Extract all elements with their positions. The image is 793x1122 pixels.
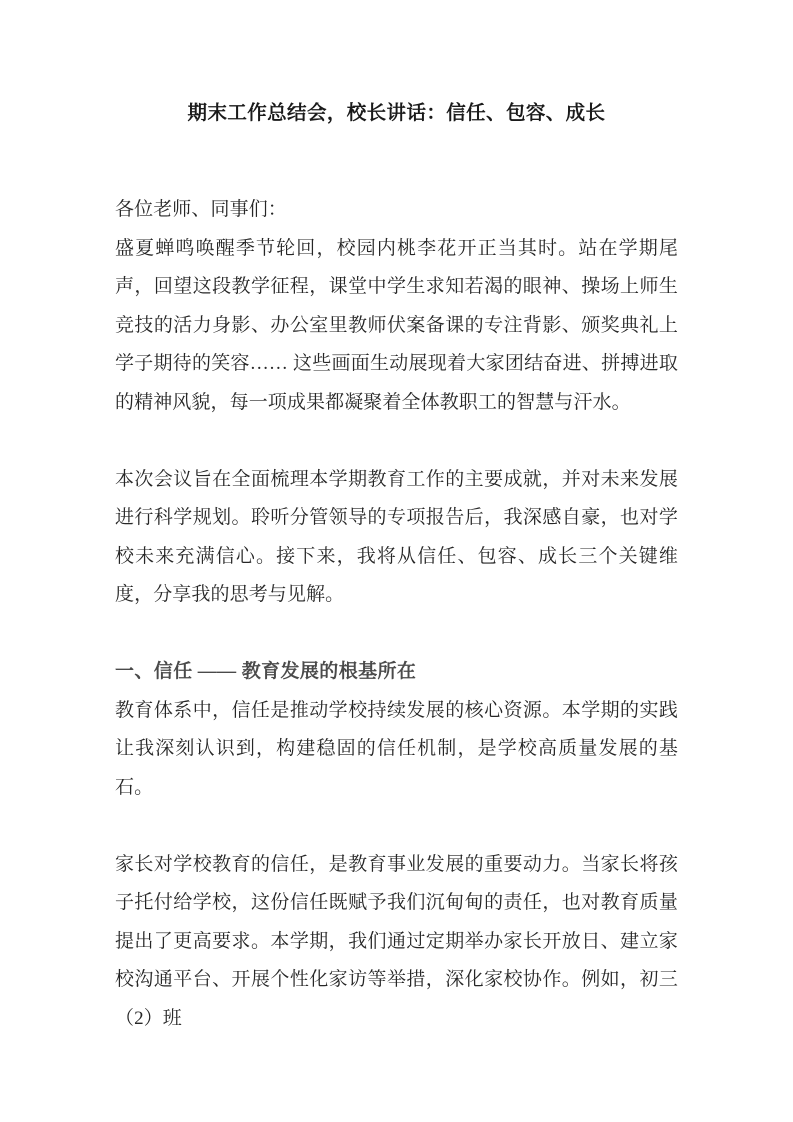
paragraph-opening: 盛夏蝉鸣唤醒季节轮回，校园内桃李花开正当其时。站在学期尾声，回望这段教学征程，课堂中学生求知若渴的眼神、操场上师生竞技的活力身影、办公室里教师伏案备课的专注背影、颁奖典礼上学子期待的笑容…… 这些画面生动展现着大家团结奋进、拼搏进取的精神风貌，每一项成果都凝聚着全体教职工的智慧与汗水。 (115, 237, 678, 413)
paragraph-gap (115, 422, 678, 461)
paragraph-trust-intro: 教育体系中，信任是推动学校持续发展的核心资源。本学期的实践让我深刻认识到，构建稳固的信任机制，是学校高质量发展的基石。 (115, 699, 678, 798)
section-heading-trust: 一、信任 —— 教育发展的根基所在 (115, 661, 417, 682)
paragraph-gap (115, 807, 678, 846)
salutation-line: 各位老师、同事们： (115, 199, 287, 220)
document-content (115, 0, 678, 1038)
title-body-spacer (115, 128, 678, 191)
page-title: 期末工作总结会，校长讲话：信任、包容、成长 (187, 102, 606, 124)
paragraph-purpose: 本次会议旨在全面梳理本学期教育工作的主要成就，并对未来发展进行科学规划。聆听分管领导的专项报告后，我深感自豪，也对学校未来充满信心。接下来，我将从信任、包容、成长三个关键维度，分享我的思考与见解。 (115, 468, 678, 605)
paragraph-gap (115, 615, 678, 654)
paragraph-trust-parents: 家长对学校教育的信任，是教育事业发展的重要动力。当家长将孩子托付给学校，这份信任既赋予我们沉甸甸的责任，也对教育质量提出了更高要求。本学期，我们通过定期举办家长开放日、建立家校沟通平台、开展个性化家访等举措，深化家校协作。例如，初三（2）班 (115, 853, 678, 1029)
